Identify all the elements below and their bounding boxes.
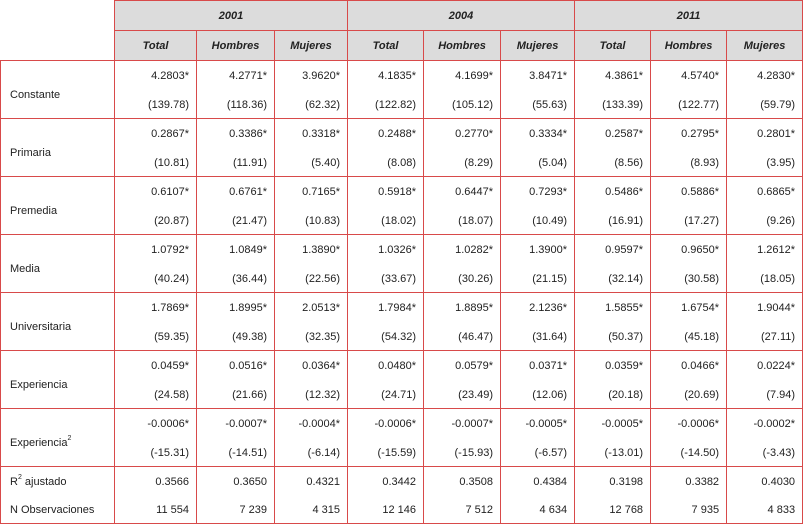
row-label-text: Primaria <box>10 146 51 159</box>
t-stat-cell: (-6.57) <box>501 439 575 467</box>
col-mujeres: Mujeres <box>501 31 575 61</box>
coefficient-cell: 0.3334* <box>501 119 575 150</box>
coefficient-cell: 0.6447* <box>424 177 501 208</box>
t-stat-cell: (32.14) <box>575 265 651 293</box>
t-stat-cell: (59.35) <box>115 323 197 351</box>
t-stat-cell: (27.11) <box>727 323 803 351</box>
row-label <box>1 293 115 351</box>
nobs-value: 7 239 <box>197 497 275 524</box>
t-stat-cell: (-13.01) <box>575 439 651 467</box>
table-row-tstat <box>1 91 803 119</box>
col-hombres: Hombres <box>424 31 501 61</box>
r2-value: 0.4030 <box>727 467 803 498</box>
t-stat-cell: (50.37) <box>575 323 651 351</box>
coefficient-cell: 1.7984* <box>348 293 424 324</box>
t-stat-cell: (7.94) <box>727 381 803 409</box>
t-stat-cell: (-15.93) <box>424 439 501 467</box>
r2-label <box>1 467 115 498</box>
t-stat-cell: (8.93) <box>651 149 727 177</box>
coefficient-cell: 0.2488* <box>348 119 424 150</box>
table-row <box>1 235 803 266</box>
coefficient-cell: -0.0005* <box>501 409 575 440</box>
coefficient-cell: 1.8895* <box>424 293 501 324</box>
table-row <box>1 61 803 92</box>
r2-label-sup: 2 <box>17 474 22 481</box>
t-stat-cell: (30.26) <box>424 265 501 293</box>
t-stat-cell: (20.87) <box>115 207 197 235</box>
r2-value: 0.4321 <box>275 467 348 498</box>
coefficient-cell: -0.0007* <box>424 409 501 440</box>
coefficient-cell: 4.5740* <box>651 61 727 92</box>
t-stat-cell: (20.69) <box>651 381 727 409</box>
coefficient-cell: 1.9044* <box>727 293 803 324</box>
r2-value: 0.3382 <box>651 467 727 498</box>
coefficient-cell: 0.0359* <box>575 351 651 382</box>
table-row <box>1 177 803 208</box>
t-stat-cell: (118.36) <box>197 91 275 119</box>
row-label <box>1 351 115 409</box>
col-mujeres: Mujeres <box>727 31 803 61</box>
t-stat-cell: (12.06) <box>501 381 575 409</box>
t-stat-cell: (9.26) <box>727 207 803 235</box>
coefficient-cell: 2.0513* <box>275 293 348 324</box>
t-stat-cell: (24.58) <box>115 381 197 409</box>
coefficient-cell: 0.0579* <box>424 351 501 382</box>
coefficient-cell: 4.2803* <box>115 61 197 92</box>
nobs-value: 4 634 <box>501 497 575 524</box>
coefficient-cell: 1.2612* <box>727 235 803 266</box>
t-stat-cell: (59.79) <box>727 91 803 119</box>
coefficient-cell: 1.8995* <box>197 293 275 324</box>
coefficient-cell: 1.3900* <box>501 235 575 266</box>
coefficient-cell: 0.0224* <box>727 351 803 382</box>
row-label-text: Universitaria <box>10 320 72 333</box>
coefficient-cell: -0.0006* <box>651 409 727 440</box>
coefficient-cell: 0.6761* <box>197 177 275 208</box>
coefficient-cell: -0.0006* <box>115 409 197 440</box>
coefficient-cell: 1.7869* <box>115 293 197 324</box>
r2-value: 0.3442 <box>348 467 424 498</box>
t-stat-cell: (30.58) <box>651 265 727 293</box>
coefficient-cell: -0.0006* <box>348 409 424 440</box>
t-stat-cell: (49.38) <box>197 323 275 351</box>
coefficient-cell: 0.5486* <box>575 177 651 208</box>
coefficient-cell: 4.3861* <box>575 61 651 92</box>
coefficient-cell: 0.9650* <box>651 235 727 266</box>
nobs-value: 11 554 <box>115 497 197 524</box>
r2-value: 0.3198 <box>575 467 651 498</box>
coefficient-cell: 0.0371* <box>501 351 575 382</box>
t-stat-cell: (24.71) <box>348 381 424 409</box>
r2-label-post: ajustado <box>21 476 67 488</box>
coefficient-cell: 0.0480* <box>348 351 424 382</box>
table-row <box>1 409 803 440</box>
coefficient-cell: 0.2587* <box>575 119 651 150</box>
table-row-tstat <box>1 323 803 351</box>
coefficient-cell: 0.2770* <box>424 119 501 150</box>
table-row-tstat <box>1 207 803 235</box>
t-stat-cell: (8.29) <box>424 149 501 177</box>
col-total: Total <box>348 31 424 61</box>
coefficient-cell: 0.2801* <box>727 119 803 150</box>
t-stat-cell: (17.27) <box>651 207 727 235</box>
t-stat-cell: (46.47) <box>424 323 501 351</box>
t-stat-cell: (20.18) <box>575 381 651 409</box>
coefficient-cell: 0.0516* <box>197 351 275 382</box>
coefficient-cell: -0.0004* <box>275 409 348 440</box>
r2-value: 0.3650 <box>197 467 275 498</box>
t-stat-cell: (-14.50) <box>651 439 727 467</box>
t-stat-cell: (23.49) <box>424 381 501 409</box>
table-row <box>1 293 803 324</box>
r2-value: 0.3566 <box>115 467 197 498</box>
t-stat-cell: (32.35) <box>275 323 348 351</box>
t-stat-cell: (-15.31) <box>115 439 197 467</box>
coefficient-cell: 0.6865* <box>727 177 803 208</box>
coefficient-cell: 4.1835* <box>348 61 424 92</box>
nobs-value: 12 768 <box>575 497 651 524</box>
year-header-2001: 2001 <box>115 1 348 31</box>
coefficient-cell: 0.5918* <box>348 177 424 208</box>
t-stat-cell: (36.44) <box>197 265 275 293</box>
coefficient-cell: 0.6107* <box>115 177 197 208</box>
coefficient-cell: 0.9597* <box>575 235 651 266</box>
coefficient-cell: 1.0282* <box>424 235 501 266</box>
t-stat-cell: (-3.43) <box>727 439 803 467</box>
row-label <box>1 119 115 177</box>
coefficient-cell: 1.0849* <box>197 235 275 266</box>
coefficient-cell: 1.0792* <box>115 235 197 266</box>
r2-label-pre: R <box>10 476 18 488</box>
t-stat-cell: (21.47) <box>197 207 275 235</box>
nobs-value: 4 315 <box>275 497 348 524</box>
coefficient-cell: 0.5886* <box>651 177 727 208</box>
t-stat-cell: (139.78) <box>115 91 197 119</box>
t-stat-cell: (62.32) <box>275 91 348 119</box>
r2-value: 0.4384 <box>501 467 575 498</box>
t-stat-cell: (11.91) <box>197 149 275 177</box>
table-row-tstat <box>1 149 803 177</box>
row-label-text: Experiencia <box>10 436 68 449</box>
t-stat-cell: (105.12) <box>424 91 501 119</box>
coefficient-cell: 4.2830* <box>727 61 803 92</box>
row-label-text: Media <box>10 262 40 275</box>
r2-value: 0.3508 <box>424 467 501 498</box>
coefficient-cell: 0.3318* <box>275 119 348 150</box>
nobs-value: 7 512 <box>424 497 501 524</box>
row-label-text: Experiencia <box>10 378 68 391</box>
coefficient-cell: 4.1699* <box>424 61 501 92</box>
coefficient-cell: 1.6754* <box>651 293 727 324</box>
coefficient-cell: 2.1236* <box>501 293 575 324</box>
row-label <box>1 235 115 293</box>
t-stat-cell: (10.49) <box>501 207 575 235</box>
nobs-value: 4 833 <box>727 497 803 524</box>
row-label <box>1 61 115 119</box>
stub-header <box>1 1 115 31</box>
sub-header-row <box>1 31 803 61</box>
coefficient-cell: 0.3386* <box>197 119 275 150</box>
coefficient-cell: 0.2795* <box>651 119 727 150</box>
t-stat-cell: (18.05) <box>727 265 803 293</box>
t-stat-cell: (3.95) <box>727 149 803 177</box>
stub-header-2 <box>1 31 115 61</box>
col-mujeres: Mujeres <box>275 31 348 61</box>
coefficient-cell: 0.0466* <box>651 351 727 382</box>
t-stat-cell: (8.08) <box>348 149 424 177</box>
coefficient-cell: -0.0002* <box>727 409 803 440</box>
t-stat-cell: (5.40) <box>275 149 348 177</box>
t-stat-cell: (45.18) <box>651 323 727 351</box>
t-stat-cell: (10.83) <box>275 207 348 235</box>
nobs-value: 7 935 <box>651 497 727 524</box>
row-label-text: Constante <box>10 88 61 101</box>
table-row <box>1 119 803 150</box>
coefficient-cell: 1.5855* <box>575 293 651 324</box>
coefficient-cell: -0.0005* <box>575 409 651 440</box>
coefficient-cell: 0.0364* <box>275 351 348 382</box>
col-hombres: Hombres <box>651 31 727 61</box>
coefficient-cell: 4.2771* <box>197 61 275 92</box>
t-stat-cell: (18.02) <box>348 207 424 235</box>
t-stat-cell: (-15.59) <box>348 439 424 467</box>
t-stat-cell: (54.32) <box>348 323 424 351</box>
table-row <box>1 351 803 382</box>
col-total: Total <box>575 31 651 61</box>
t-stat-cell: (21.66) <box>197 381 275 409</box>
nobs-row <box>1 497 803 524</box>
t-stat-cell: (18.07) <box>424 207 501 235</box>
coefficient-cell: -0.0007* <box>197 409 275 440</box>
coefficient-cell: 1.3890* <box>275 235 348 266</box>
row-label-superscript: 2 <box>67 434 72 442</box>
table-row-tstat <box>1 381 803 409</box>
coefficient-cell: 1.0326* <box>348 235 424 266</box>
t-stat-cell: (133.39) <box>575 91 651 119</box>
col-total: Total <box>115 31 197 61</box>
t-stat-cell: (31.64) <box>501 323 575 351</box>
row-label <box>1 409 115 467</box>
r2-row <box>1 467 803 498</box>
coefficient-cell: 3.9620* <box>275 61 348 92</box>
t-stat-cell: (122.82) <box>348 91 424 119</box>
coefficient-cell: 3.8471* <box>501 61 575 92</box>
year-header-2004: 2004 <box>348 1 575 31</box>
coefficient-cell: 0.0459* <box>115 351 197 382</box>
table-row-tstat <box>1 439 803 467</box>
t-stat-cell: (33.67) <box>348 265 424 293</box>
table-row-tstat <box>1 265 803 293</box>
t-stat-cell: (-14.51) <box>197 439 275 467</box>
coefficient-cell: 0.7165* <box>275 177 348 208</box>
row-label-text: Premedia <box>10 204 58 217</box>
col-hombres: Hombres <box>197 31 275 61</box>
nobs-value: 12 146 <box>348 497 424 524</box>
t-stat-cell: (21.15) <box>501 265 575 293</box>
coefficient-cell: 0.2867* <box>115 119 197 150</box>
t-stat-cell: (122.77) <box>651 91 727 119</box>
t-stat-cell: (12.32) <box>275 381 348 409</box>
row-label <box>1 177 115 235</box>
table-body <box>1 61 803 524</box>
coefficient-cell: 0.7293* <box>501 177 575 208</box>
t-stat-cell: (55.63) <box>501 91 575 119</box>
year-header-2011: 2011 <box>575 1 803 31</box>
year-header-row <box>1 1 803 31</box>
t-stat-cell: (40.24) <box>115 265 197 293</box>
t-stat-cell: (8.56) <box>575 149 651 177</box>
t-stat-cell: (16.91) <box>575 207 651 235</box>
t-stat-cell: (10.81) <box>115 149 197 177</box>
t-stat-cell: (-6.14) <box>275 439 348 467</box>
t-stat-cell: (5.04) <box>501 149 575 177</box>
nobs-label: N Observaciones <box>1 497 115 524</box>
t-stat-cell: (22.56) <box>275 265 348 293</box>
